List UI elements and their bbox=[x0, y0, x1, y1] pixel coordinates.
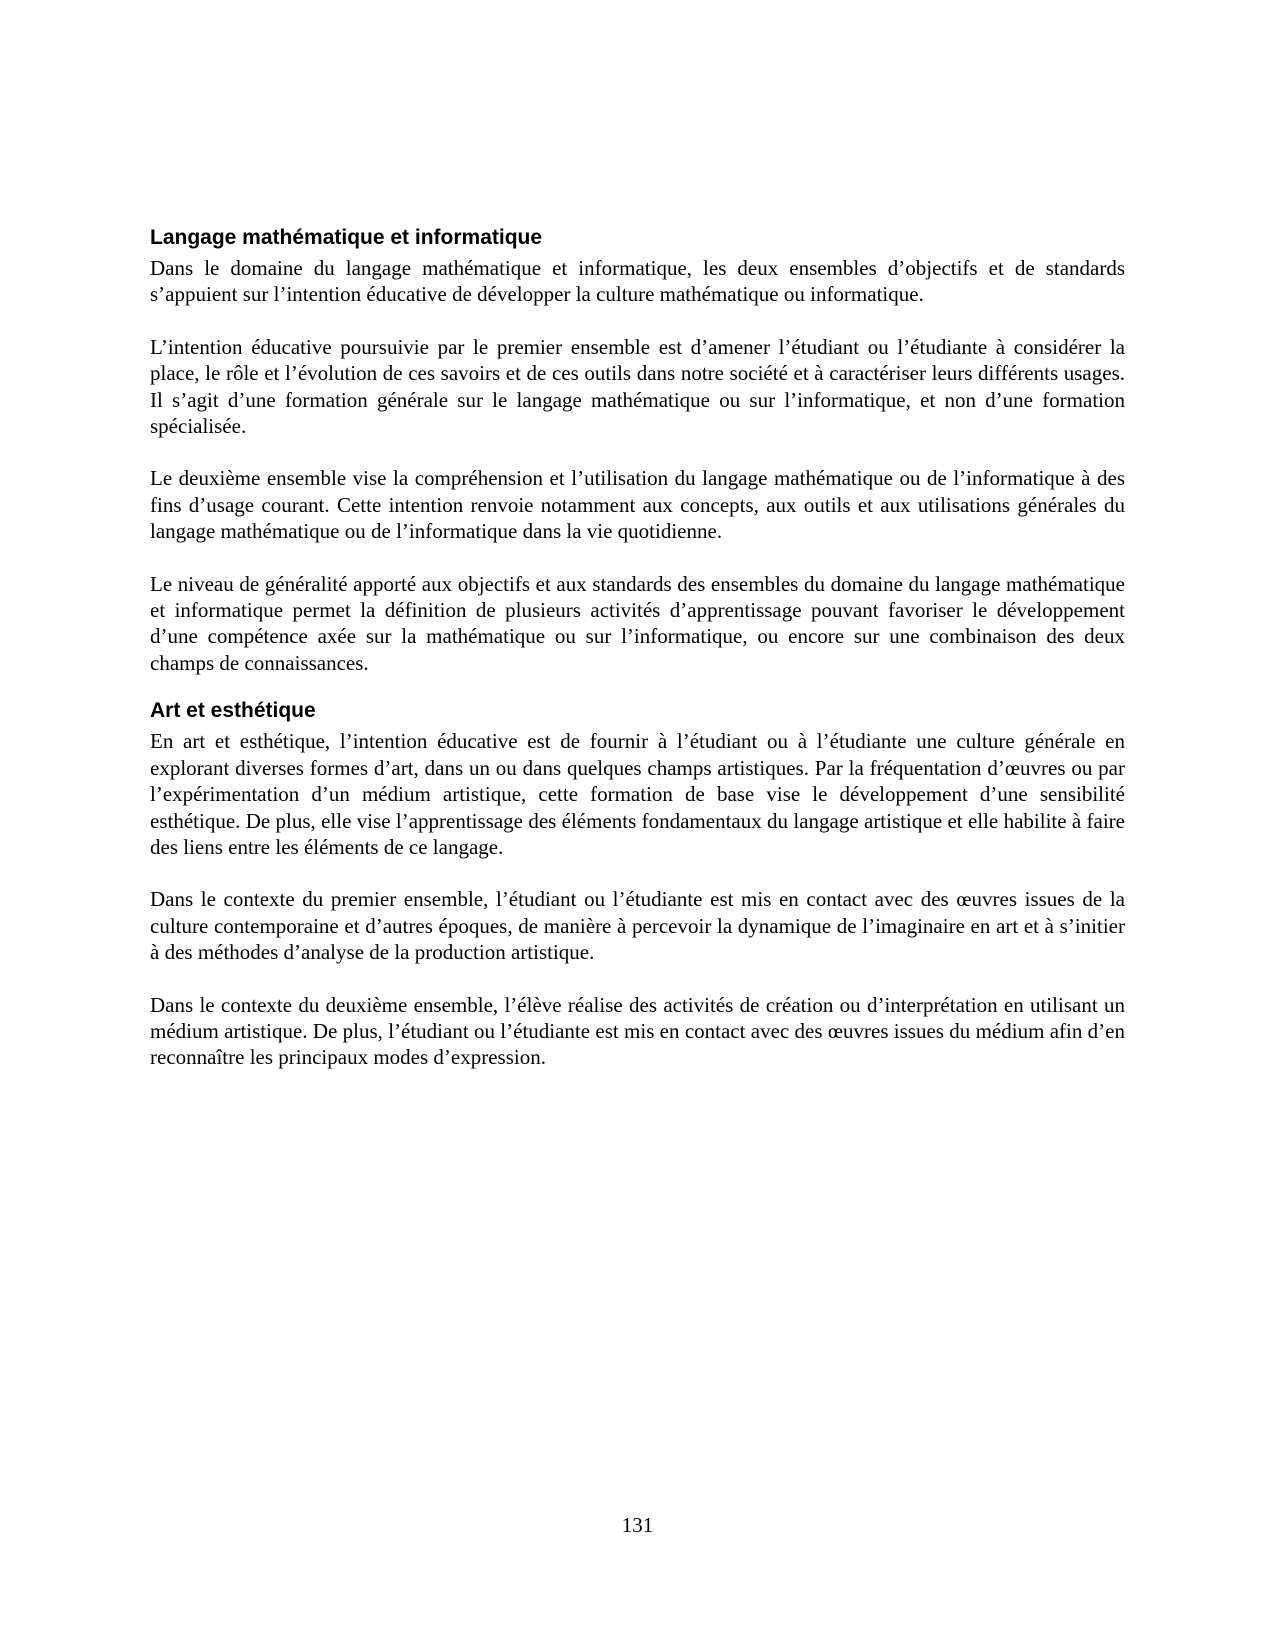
section-langage-mathematique bbox=[150, 225, 1125, 676]
paragraph: Dans le contexte du deuxième ensemble, l’élève réalise des activités de création ou d’interprétation en utilisant un médium artistique. De plus, l’étudiant ou l’étudiante est mis en contact avec des œuvres issues du médium afin d’en reconnaître les principaux modes d’expression. bbox=[150, 992, 1125, 1070]
paragraph: Dans le contexte du premier ensemble, l’étudiant ou l’étudiante est mis en contact avec des œuvres issues de la culture contemporaine et d’autres époques, de manière à percevoir la dynamique de l’imaginaire en art et à s’initier à des méthodes d’analyse de la production artistique. bbox=[150, 887, 1125, 965]
paragraph: En art et esthétique, l’intention éducative est de fournir à l’étudiant ou à l’étudiante une culture générale en explorant diverses formes d’art, dans un ou dans quelques champs artistiques. Par la fréquentation d’œuvres ou par l’expérimentation d’un médium artistique, cette formation de base vise le développement d’une sensibilité esthétique. De plus, elle vise l’apprentissage des éléments fondamentaux du langage artistique et elle habilite à faire des liens entre les éléments de ce langage. bbox=[150, 729, 1125, 859]
paragraph: Le niveau de généralité apporté aux objectifs et aux standards des ensembles du domaine du langage mathématique et informatique permet la définition de plusieurs activités d’apprentissage pouvant favoriser le développement d’une compétence axée sur la mathématique ou sur l’informatique, ou encore sur une combinaison des deux champs de connaissances. bbox=[150, 571, 1125, 675]
page-number: 131 bbox=[621, 1513, 654, 1537]
page-content bbox=[150, 225, 1125, 1093]
paragraph: Dans le domaine du langage mathématique et informatique, les deux ensembles d’objectifs et de standards s’appuient sur l’intention éducative de développer la culture mathématique ou informatique. bbox=[150, 256, 1125, 307]
section-heading: Langage mathématique et informatique bbox=[150, 226, 543, 249]
section-art-esthetique bbox=[150, 698, 1125, 1070]
paragraph: L’intention éducative poursuivie par le premier ensemble est d’amener l’étudiant ou l’étudiante à considérer la place, le rôle et l’évolution de ces savoirs et de ces outils dans notre société et à caractériser leurs différents usages. Il s’agit d’une formation générale sur le langage mathématique ou sur l’informatique, et non d’une formation spécialisée. bbox=[150, 334, 1125, 439]
section-heading: Art et esthétique bbox=[150, 699, 316, 723]
paragraph: Le deuxième ensemble vise la compréhension et l’utilisation du langage mathématique ou de l’informatique à des fins d’usage courant. Cette intention renvoie notamment aux concepts, aux outils et aux utilisations générales du langage mathématique ou de l’informatique dans la vie quotidienne. bbox=[150, 466, 1125, 544]
